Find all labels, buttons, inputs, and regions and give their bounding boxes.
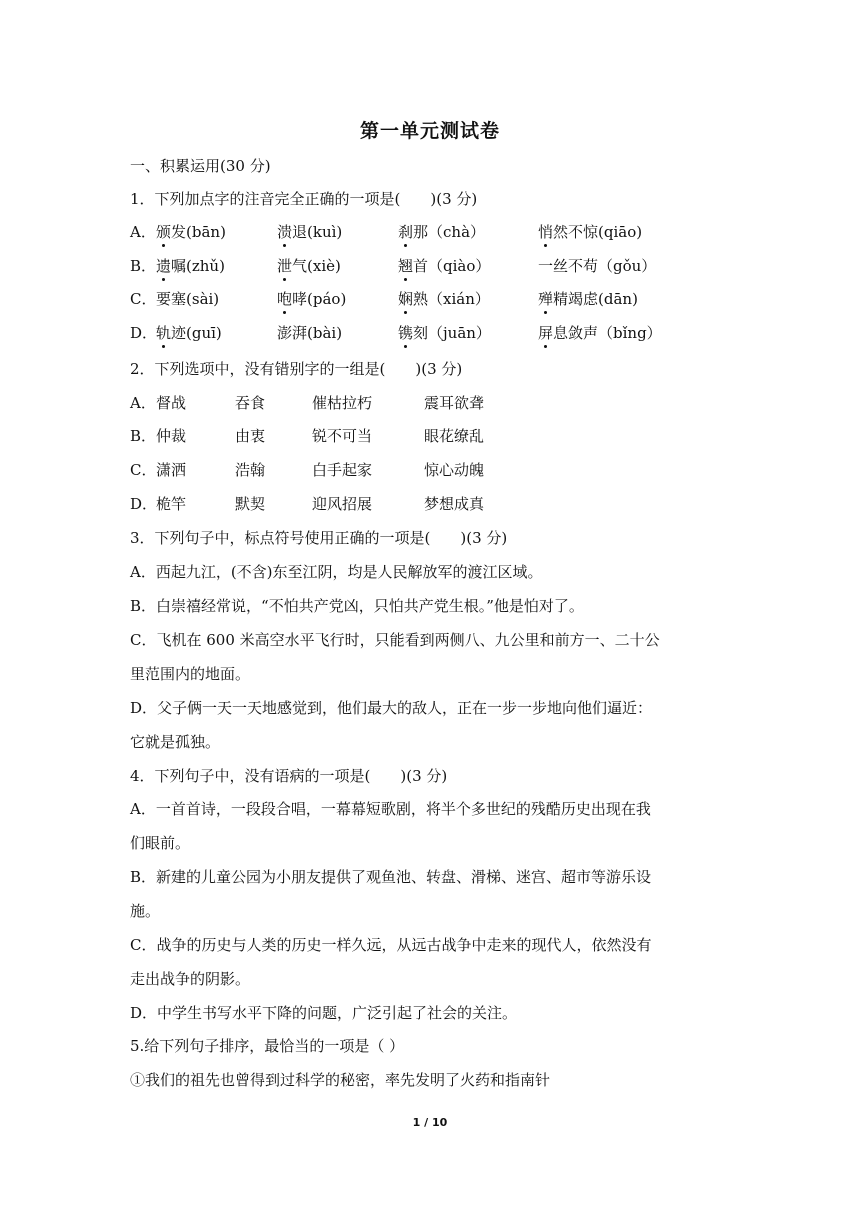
option-item: 吞食 xyxy=(235,394,266,412)
option-item xyxy=(398,222,485,242)
option-item xyxy=(538,289,638,309)
option-item xyxy=(538,222,642,242)
option-item: 由衷 xyxy=(235,427,266,445)
q4-stem: 4．下列句子中，没有语病的一项是( )(3 分) xyxy=(130,767,448,785)
q1-option-b xyxy=(130,256,750,276)
q1-option-d xyxy=(130,323,750,343)
option-item: 迎风招展 xyxy=(312,495,373,513)
q3-line: A．西起九江，(不含)东至江阴，均是人民解放军的渡江区域。 xyxy=(130,563,543,581)
option-item: 惊心动魄 xyxy=(424,461,485,479)
dotted-char: 颁 xyxy=(156,223,172,241)
item-rest: 苟（gǒu） xyxy=(583,257,657,275)
dotted-char: 镌 xyxy=(398,324,414,342)
option-label: B． xyxy=(130,257,157,275)
option-item: 白手起家 xyxy=(312,461,373,479)
q3-line: C．飞机在 600 米高空水平飞行时，只能看到两侧八、九公里和前方一、二十公 xyxy=(130,631,660,649)
option-label: C． xyxy=(130,290,157,308)
option-label: C． xyxy=(130,461,157,479)
option-item: 催枯拉朽 xyxy=(312,394,373,412)
q2-option-c xyxy=(130,460,750,480)
item-rest: 塞(sài) xyxy=(171,290,220,308)
q3-line: 里范围内的地面。 xyxy=(130,665,251,683)
item-prefix: 要 xyxy=(156,290,172,308)
dotted-char: 咆 xyxy=(277,290,293,308)
dotted-char: 悄 xyxy=(538,223,554,241)
dotted-char: 刹 xyxy=(398,223,414,241)
q4-line: D．中学生书写水平下降的问题，广泛引起了社会的关注。 xyxy=(130,1004,518,1022)
option-item xyxy=(398,289,490,309)
q2-stem: 2．下列选项中，没有错别字的一组是( )(3 分) xyxy=(130,360,463,378)
q5-stem: 5.给下列句子排序，最恰当的一项是（ ） xyxy=(130,1037,405,1055)
page-title: 第一单元测试卷 xyxy=(359,120,500,142)
option-item xyxy=(277,289,346,309)
section-heading: 一、积累运用(30 分) xyxy=(130,157,271,175)
q3-stem: 3．下列句子中，标点符号使用正确的一项是( )(3 分) xyxy=(130,529,508,547)
q3-line: 它就是孤独。 xyxy=(130,733,221,751)
option-item xyxy=(277,323,342,343)
q4-line: B．新建的儿童公园为小朋友提供了观鱼池、转盘、滑梯、迷宫、超市等游乐设 xyxy=(130,868,652,886)
q4-line: A．一首首诗，一段段合唱，一幕幕短歌剧，将半个多世纪的残酷历史出现在我 xyxy=(130,800,651,818)
q4-line: 施。 xyxy=(130,902,161,920)
q5-line: ①我们的祖先也曾得到过科学的秘密，率先发明了火药和指南针 xyxy=(130,1071,551,1089)
q1-option-c xyxy=(130,289,750,309)
q2-option-a xyxy=(130,393,750,413)
option-item: 督战 xyxy=(156,394,187,412)
item-rest: 退(kuì) xyxy=(292,223,343,241)
option-item xyxy=(277,222,342,242)
dotted-char: 娴 xyxy=(398,290,414,308)
item-rest: 然不惊(qiāo) xyxy=(553,223,643,241)
option-item xyxy=(277,256,341,276)
dotted-char: 殚 xyxy=(538,290,554,308)
option-item xyxy=(398,256,490,276)
q4-line: 走出战争的阴影。 xyxy=(130,970,251,988)
item-rest: 嘱(zhǔ) xyxy=(171,257,225,275)
option-item: 锐不可当 xyxy=(312,427,373,445)
item-prefix: 一丝不 xyxy=(538,257,584,275)
item-prefix: 澎 xyxy=(277,324,293,342)
option-item xyxy=(156,289,219,309)
item-rest: 那（chà） xyxy=(413,223,486,241)
dotted-char: 遗 xyxy=(156,257,172,275)
option-item: 梦想成真 xyxy=(424,495,485,513)
option-item xyxy=(538,323,662,343)
option-item: 仲裁 xyxy=(156,427,187,445)
item-rest: 气(xiè) xyxy=(292,257,341,275)
item-rest: 发(bān) xyxy=(171,223,226,241)
option-item: 桅竿 xyxy=(156,495,187,513)
dotted-char: 屏 xyxy=(538,324,554,342)
q1-stem: 1．下列加点字的注音完全正确的一项是( )(3 分) xyxy=(130,190,478,208)
option-item xyxy=(156,222,226,242)
option-label: D． xyxy=(130,324,158,342)
q4-line: C．战争的历史与人类的历史一样久远，从远古战争中走来的现代人，依然没有 xyxy=(130,936,652,954)
option-item xyxy=(156,323,222,343)
dotted-char: 翘 xyxy=(398,257,414,275)
item-rest: 刻（juān） xyxy=(413,324,491,342)
page-number: 1 / 10 xyxy=(412,1116,448,1129)
q2-option-d xyxy=(130,494,750,514)
option-item: 眼花缭乱 xyxy=(424,427,485,445)
option-item: 震耳欲聋 xyxy=(424,394,485,412)
item-rest: 迹(guī) xyxy=(171,324,222,342)
item-rest: 哮(páo) xyxy=(292,290,347,308)
option-item: 默契 xyxy=(235,495,266,513)
option-label: A． xyxy=(130,223,156,241)
q3-line: D．父子俩一天一天地感觉到，他们最大的敌人，正在一步一步地向他们逼近： xyxy=(130,699,653,717)
dotted-char: 轨 xyxy=(156,324,172,342)
option-item xyxy=(156,256,225,276)
q1-option-a xyxy=(130,222,750,242)
option-label: D． xyxy=(130,495,158,513)
option-label: A． xyxy=(130,394,156,412)
q3-line: B．白崇禧经常说，“不怕共产党凶，只怕共产党生根。”他是怕对了。 xyxy=(130,597,584,615)
item-rest: 熟（xián） xyxy=(413,290,490,308)
option-item: 浩翰 xyxy=(235,461,266,479)
option-item xyxy=(538,256,656,276)
option-item xyxy=(398,323,491,343)
item-rest: 息敛声（bǐng） xyxy=(553,324,662,342)
dotted-char: 溃 xyxy=(277,223,293,241)
option-label: B． xyxy=(130,427,157,445)
dotted-char: 泄 xyxy=(277,257,293,275)
item-rest: 湃(bài) xyxy=(292,324,343,342)
q4-line: 们眼前。 xyxy=(130,834,191,852)
option-item: 潇洒 xyxy=(156,461,187,479)
q2-option-b xyxy=(130,426,750,446)
item-rest: 精竭虑(dān) xyxy=(553,290,638,308)
item-rest: 首（qiào） xyxy=(413,257,491,275)
